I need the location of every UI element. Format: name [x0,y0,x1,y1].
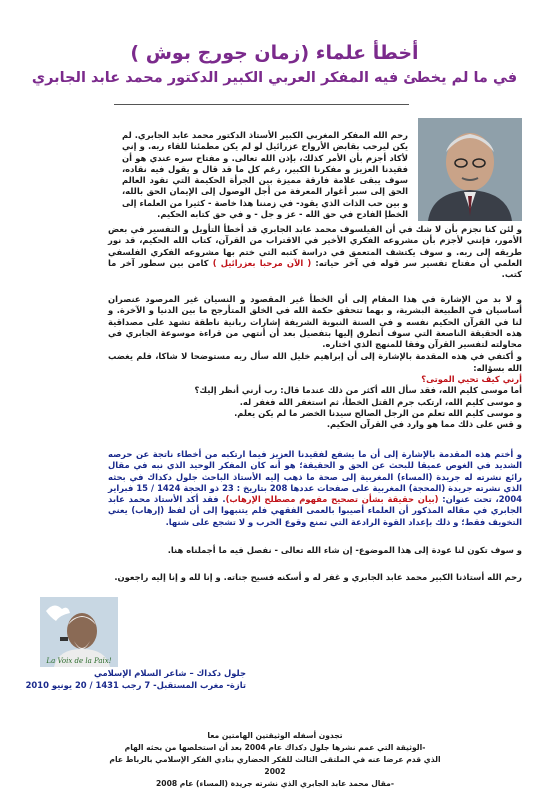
paragraph-2 [108,224,522,280]
footer-line-3: الذي قدم عرضا عنه في الملتقى الثالث للفكر الحضاري بنادي الفكر الإسلامي بالرباط عام 2002 [109,755,441,776]
paragraph-5 [108,545,522,556]
signature-caption [6,667,246,691]
paragraph-3 [108,294,522,431]
paragraph-6 [108,572,522,583]
author-portrait [418,118,522,221]
page-subtitle: في ما لم يخطئ فيه المفكر العربي الكبير الدكتور محمد عابد الجابري [31,70,518,86]
paragraph-1 [122,130,408,220]
paragraph-3-moses-3: و موسى كليم الله تعلم من الرجل الصالح سيدنا الخضر ما لم يكن يعلم. [234,407,522,418]
footer-line-1: تجدون أسفله الوثيقتين الهامتين معا [207,731,343,740]
paragraph-6-text: رحم الله أستاذنا الكبير محمد عابد الجابري و غفر له و أسكنه فسيح جناته. و إنا لله و إنا إليه راجعون. [114,572,522,582]
paragraph-2-quote: ( الآن مرحبا بعزرائيل ) [212,257,312,268]
portrait-photo-icon [418,118,522,221]
paragraph-3-quote: أرني كيف تحيي الموتى؟ [421,374,522,385]
signature-name: جلول دكداك – شاعر السلام الإسلامي [94,668,246,678]
paragraph-3-abraham: و أكتفي في هذه المقدمة بالإشارة إلى أن إبراهيم خليل الله سأل ربه مستوضحا لا شاكا، فلم يغضب الله بسؤاله: [108,351,522,373]
footer-notes [100,730,450,790]
dove-portrait-icon [40,597,118,667]
paragraph-3-moses-2: و موسى كليم الله، ارتكب جرم القتل الخطأ، ثم استغفر الله فغفر له. [239,396,522,407]
paragraph-4-text [108,449,522,528]
paragraph-3-closing: و قس على ذلك مما هو وارد في القرآن الحكيم. [326,419,522,430]
paragraph-2-text [108,224,522,280]
divider [114,104,409,105]
paragraph-1-text: رحم الله المفكر المغربي الكبير الأستاذ الدكتور محمد عابد الجابري. لم يكن ليرحب بقابض الأرواح عزرائيل لو لم يكن مطمئنا للقاء ربه. و إني لأكاد أجزم بأن الأمر كذلك، بإذن الله تعالى. و مفتاح سره عندي هو أن فقيدنا العزيز و مفكرنا الكبير، رغم كل ما قد قال و يقول فيه نقاده، سوف يبقى علامة فارقة مميزة بين الجرأة الحكيمة التي تقود العالم الحق إلى سبر أغوار المعرفة من أجل الوصول إلى الإيمان الحق بالله، و بين حب الذات الذي يقود- في زمننا هذا خاصة - كثيرا من العلماء إلى الخطإ الفادح في حق الله - عز و جل - و في حق كتابه الحكيم. [122,130,408,220]
paragraph-2-text-a: و لئن كنا نجزم بأن لا شك في أن الفيلسوف محمد عابد الجابري قد أخطأ التأويل و التفسير في بعض الأمور، فإنني لأجزم بأن مشروعه الفكري الأخير في الاقتراب من القرآن، كتاب الله الحكيم، قد نور طريقه إلى ربه. و سوف يكتشف المتعمق في دراسة كتبه التي ختم بها مشروعه الفكري الفلسفي العلمي أن مفتاح تفسير سر قوله في آخر حياته: [108,224,522,268]
footer-line-4: -مقال محمد عابد الجابري الذي نشرته جريدة (المساء) عام 2008 [156,779,394,788]
paragraph-4-text-c: . فقد أكد الأستاذ محمد عابد الجابري في مقاله المذكور أن العلماء أصيبوا بالعمى الفقهي فلم يتنبهوا إلى أن لفظ (إرهاب) يعني التخويف فقط؛ و ذلك بإعداد القوة الرادعة التي تمنع وقوع الحرب و لا تشجع على شنها. [108,494,522,527]
paragraph-4-text-a: و أختم هذه المقدمة بالإشارة إلى أن ما يشفع لفقيدنا العزيز فيما ارتكبه من أخطاء ناتجة عن حرصه الشديد في الغوص عميقا للبحث عن الحق و الحقيقة؛ هو أنه كان المفكر الوحيد الذي نبه في مقال رائع نشرته له جريدة (المساء) المغربية إلى صحة ما ذهب إليه الأستاذ الباحث جلول دكداك في بحثه الذي نشرته جريدة (المحجة) المغربية على صفحات عددها 208 بتاريخ : 23 ذو الحجة 1424 / 15 فبراير 2004، تحت عنوان: [108,449,523,505]
badge-text: La Voix de la Paix! [46,657,112,665]
paragraph-4 [108,449,522,528]
page-title: أخطأ علماء (زمان جورج بوش ) [130,42,419,64]
signature-photo [40,597,118,667]
footer-line-2: -الوثيقة التي عمم نشرها جلول دكداك عام 2004 بعد أن استخلصها من بحثه الهام [124,743,426,752]
paragraph-5-text: و سوف تكون لنا عودة إلى هذا الموضوع- إن شاء الله تعالى - نفصل فيه ما أجملناه هنا. [167,545,522,555]
paragraph-4-title: (بيان حقيقة بشأن تصحيح مفهوم مصطلح الإرهاب) [225,494,439,505]
signature-place-date: تازة- مغرب المستقبل- 7 رجب 1431 / 20 يونيو 2010 [25,680,246,690]
paragraph-3-text: و لا بد من الإشارة في هذا المقام إلى أن الخطأ غير المقصود و النسيان غير المرصود عنصران أساسيان في الطبيعة البشرية، و بهما تتحقق حكمة الله في الخلق المتأرجح ما بين الدنيا و الآخرة. و لنا في القرآن الحكيم نفسه و في السنة النبوية الشريفة إشارات ربانية ناطقة تشهد على مصداقية هذه الحقيقة الناصعة التي سوف أتطرق إليها بتفصيل بعد أن أنتهي من قراءة موسوعة الجابري في محاولته لتفسير القرآن وفقا للمنهج الذي اختاره. [108,294,522,350]
paragraph-2-text-c: كامن بين سطور آخر ما كتب. [108,257,522,280]
paragraph-3-moses-1: أما موسى كليم الله، فقد سأل الله أكثر من ذلك عندما قال: رب أرني أنظر إليك؟ [194,385,522,396]
